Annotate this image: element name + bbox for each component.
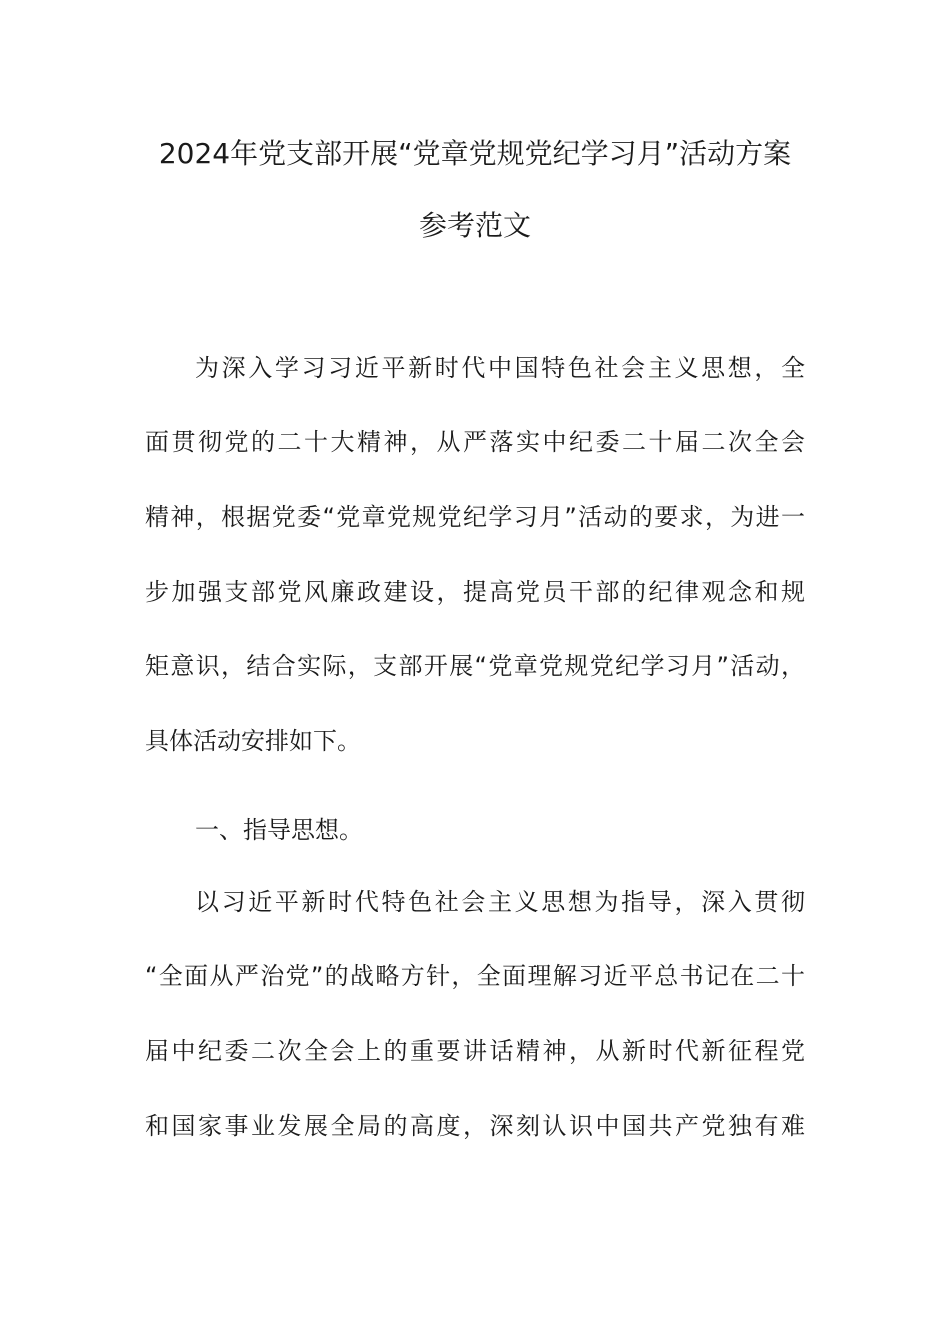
paragraph-line: 和国家事业发展全局的高度，深刻认识中国共产党独有难 — [145, 1112, 805, 1140]
paragraph-line: 面贯彻党的二十大精神，从严落实中纪委二十届二次全会 — [145, 428, 805, 456]
paragraph-line: 步加强支部党风廉政建设，提高党员干部的纪律观念和规 — [145, 578, 805, 606]
document-subtitle: 参考范文 — [418, 209, 531, 242]
paragraph-line: 精神，根据党委“党章党规党纪学习月”活动的要求，为进一 — [145, 503, 805, 531]
paragraph-line: “全面从严治党”的战略方针，全面理解习近平总书记在二十 — [145, 962, 805, 990]
document-title: 2024年党支部开展“党章党规党纪学习月”活动方案 — [158, 137, 792, 170]
paragraph-line: 以习近平新时代特色社会主义思想为指导，深入贯彻 — [195, 888, 805, 916]
paragraph-line: 届中纪委二次全会上的重要讲话精神，从新时代新征程党 — [145, 1037, 805, 1065]
section-heading: 一、指导思想。 — [195, 816, 363, 844]
paragraph-line: 具体活动安排如下。 — [145, 727, 361, 755]
paragraph-line: 为深入学习习近平新时代中国特色社会主义思想，全 — [195, 354, 805, 382]
paragraph-line: 矩意识，结合实际，支部开展“党章党规党纪学习月”活动， — [145, 652, 805, 680]
